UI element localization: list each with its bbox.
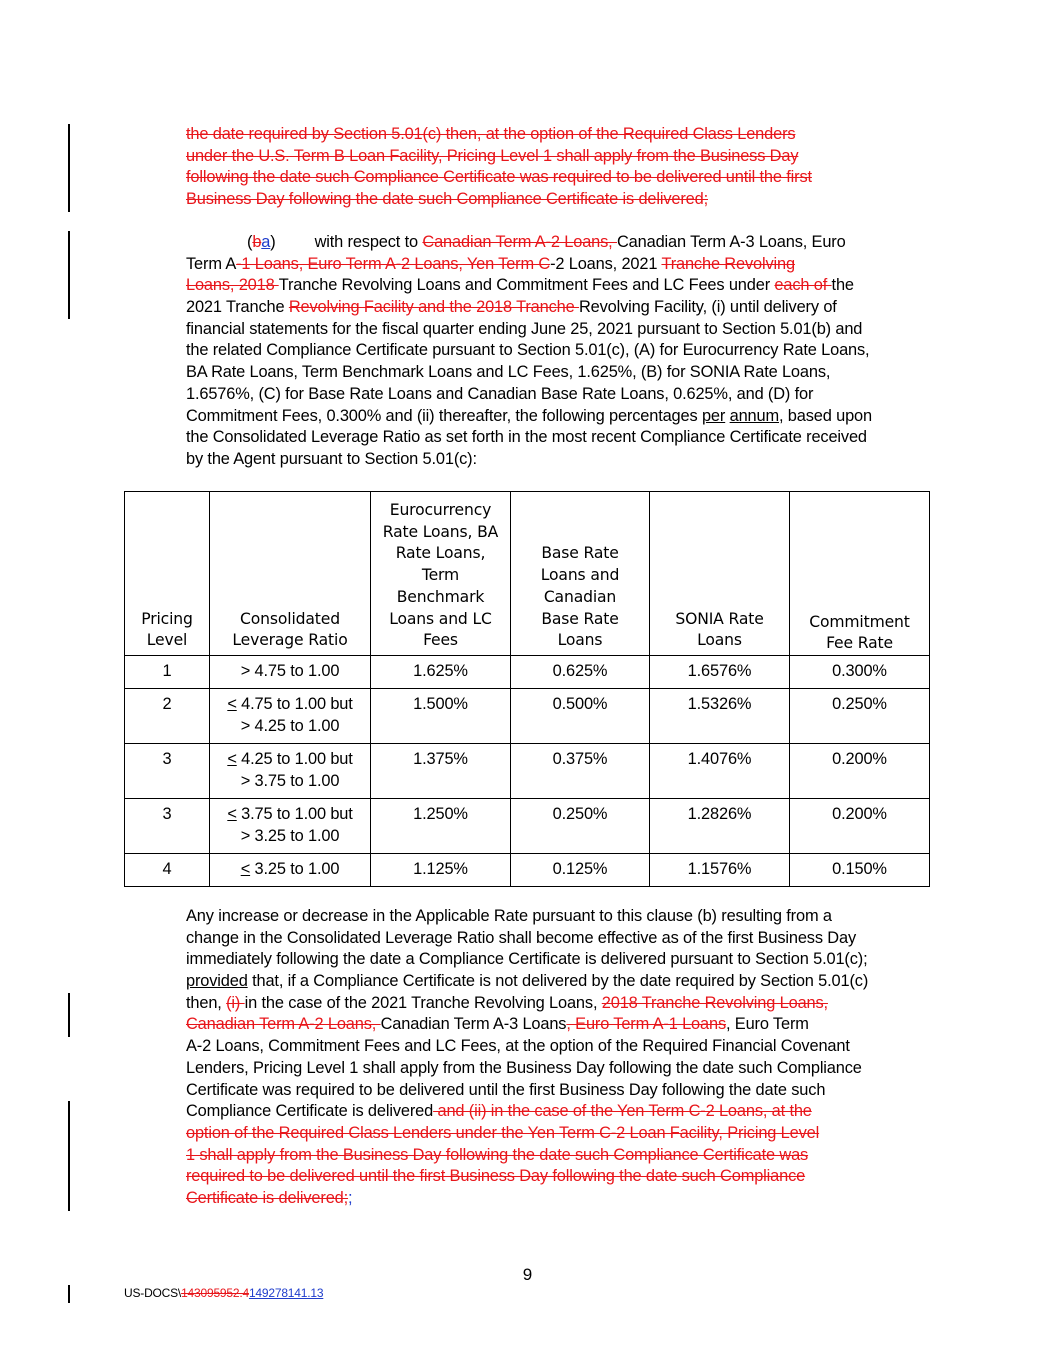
- leverage-ratio-cell: [210, 744, 371, 799]
- paragraph-line: Certificate was required to be delivered until the first Business Day following the date such: [186, 1080, 826, 1099]
- sonia-rate-cell: 1.2826%: [650, 799, 790, 854]
- leverage-ratio-cell: [210, 689, 371, 744]
- deleted-clause-block: [186, 124, 928, 211]
- paragraph-line: Compliance Certificate is delivered and (ii) in the case of the Yen Term C-2 Loans, at the: [186, 1102, 812, 1121]
- sonia-rate-cell: 1.5326%: [650, 689, 790, 744]
- clause-line: financial statements for the fiscal quarter ending June 25, 2021 pursuant to Section 5.01(b) and: [186, 319, 863, 338]
- table-row: [125, 854, 930, 887]
- commitment-fee-cell: 0.150%: [790, 854, 930, 887]
- header-consolidated-leverage-ratio: Consolidated Leverage Ratio: [210, 492, 371, 656]
- pricing-level-cell: 2: [125, 689, 210, 744]
- deleted-line: under the U.S. Term B Loan Facility, Pricing Level 1 shall apply from the Business Day: [186, 146, 799, 165]
- eurocurrency-rate-cell: 1.500%: [371, 689, 511, 744]
- base-rate-cell: 0.500%: [511, 689, 650, 744]
- paragraph-line: provided that, if a Compliance Certificate is not delivered by the date required by Section 5.01(c): [186, 972, 869, 991]
- clause-line: 1.6576%, (C) for Base Rate Loans and Canadian Base Rate Loans, 0.625%, and (D) for: [186, 384, 814, 403]
- change-bar: [68, 1101, 70, 1211]
- table-row: [125, 656, 930, 689]
- clause-line: 2021 Tranche Revolving Facility and the 2018 Tranche Revolving Facility, (i) until delivery of: [186, 298, 837, 317]
- change-bar: [68, 993, 70, 1037]
- inserted-doc-id: 149278141.13: [248, 1286, 324, 1300]
- document-id-footer: US-DOCS\143095952.4149278141.13: [124, 1286, 324, 1300]
- eurocurrency-rate-cell: 1.125%: [371, 854, 511, 887]
- header-commitment-fee-rate: Commitment Fee Rate: [790, 492, 930, 656]
- table-row: [125, 744, 930, 799]
- ratio-line: < 3.25 to 1.00: [240, 860, 340, 878]
- pricing-level-cell: 1: [125, 656, 210, 689]
- paragraph-line: Any increase or decrease in the Applicable Rate pursuant to this clause (b) resulting from a: [186, 907, 832, 925]
- pricing-grid-table: [124, 491, 930, 887]
- base-rate-cell: 0.250%: [511, 799, 650, 854]
- clause-line: Commitment Fees, 0.300% and (ii) thereafter, the following percentages per annum, based upon: [186, 406, 872, 425]
- table-row: [125, 689, 930, 744]
- deleted-line: the date required by Section 5.01(c) then, at the option of the Required Class Lenders: [186, 125, 796, 143]
- clause-b-paragraph: [186, 232, 928, 471]
- ratio-line: < 4.75 to 1.00 but: [227, 695, 353, 713]
- base-rate-cell: 0.625%: [511, 656, 650, 689]
- deleted-line: required to be delivered until the first Business Day following the date such Compliance: [186, 1167, 806, 1186]
- commitment-fee-cell: 0.250%: [790, 689, 930, 744]
- clause-line: (ba) with respect to Canadian Term A-2 Loans, Canadian Term A-3 Loans, Euro: [247, 233, 846, 251]
- base-rate-cell: 0.125%: [511, 854, 650, 887]
- ratio-line: > 4.75 to 1.00: [240, 662, 340, 680]
- pricing-level-cell: 3: [125, 744, 210, 799]
- clause-line: the related Compliance Certificate pursuant to Section 5.01(c), (A) for Eurocurrency Rate Loans,: [186, 341, 870, 360]
- page-number: 9: [522, 1265, 533, 1284]
- header-sonia-rate-loans: SONIA Rate Loans: [650, 492, 790, 656]
- table-header-row: [125, 492, 930, 656]
- paragraph-line: then, (i) in the case of the 2021 Tranche Revolving Loans, 2018 Tranche Revolving Loans,: [186, 993, 828, 1012]
- clause-line: by the Agent pursuant to Section 5.01(c):: [186, 449, 477, 468]
- pricing-level-cell: 3: [125, 799, 210, 854]
- deleted-line: Business Day following the date such Compliance Certificate is delivered;: [186, 190, 709, 209]
- paragraph-line: Certificate is delivered;;: [186, 1188, 353, 1207]
- applicable-rate-paragraph: [186, 906, 928, 1210]
- commitment-fee-cell: 0.200%: [790, 799, 930, 854]
- base-rate-cell: 0.375%: [511, 744, 650, 799]
- ratio-line: > 3.75 to 1.00: [240, 772, 340, 790]
- commitment-fee-cell: 0.200%: [790, 744, 930, 799]
- header-base-rate-loans: Base Rate Loans and Canadian Base Rate Loans: [511, 492, 650, 656]
- deleted-line: following the date such Compliance Certificate was required to be delivered until the first: [186, 168, 812, 187]
- clause-line: Loans, 2018 Tranche Revolving Loans and Commitment Fees and LC Fees under each of the: [186, 276, 854, 295]
- header-pricing-level: Pricing Level: [125, 492, 210, 656]
- paragraph-line: A-2 Loans, Commitment Fees and LC Fees, at the option of the Required Financial Covenant: [186, 1037, 850, 1056]
- table-row: [125, 799, 930, 854]
- commitment-fee-cell: 0.300%: [790, 656, 930, 689]
- ratio-line: > 3.25 to 1.00: [240, 827, 340, 845]
- paragraph-line: change in the Consolidated Leverage Ratio shall become effective as of the first Business Day: [186, 928, 856, 947]
- clause-line: Term A-1 Loans, Euro Term A-2 Loans, Yen Term C-2 Loans, 2021 Tranche Revolving: [186, 254, 795, 273]
- change-bar: [68, 124, 70, 212]
- paragraph-line: immediately following the date a Compliance Certificate is delivered pursuant to Section 5.01(c);: [186, 950, 868, 969]
- header-eurocurrency-rate-loans: Eurocurrency Rate Loans, BA Rate Loans, Term Benchmark Loans and LC Fees: [371, 492, 511, 656]
- leverage-ratio-cell: [210, 656, 371, 689]
- paragraph-line: Lenders, Pricing Level 1 shall apply from the Business Day following the date such Compliance: [186, 1058, 862, 1077]
- deleted-line: 1 shall apply from the Business Day following the date such Compliance Certificate was: [186, 1145, 809, 1164]
- ratio-line: > 4.25 to 1.00: [240, 717, 340, 735]
- eurocurrency-rate-cell: 1.625%: [371, 656, 511, 689]
- eurocurrency-rate-cell: 1.250%: [371, 799, 511, 854]
- eurocurrency-rate-cell: 1.375%: [371, 744, 511, 799]
- ratio-line: < 3.75 to 1.00 but: [227, 805, 353, 823]
- ratio-line: < 4.25 to 1.00 but: [227, 750, 353, 768]
- sonia-rate-cell: 1.1576%: [650, 854, 790, 887]
- leverage-ratio-cell: [210, 799, 371, 854]
- paragraph-line: Canadian Term A-2 Loans, Canadian Term A-3 Loans, Euro Term A-1 Loans, Euro Term: [186, 1015, 809, 1034]
- pricing-level-cell: 4: [125, 854, 210, 887]
- clause-label: (ba): [247, 233, 276, 251]
- sonia-rate-cell: 1.4076%: [650, 744, 790, 799]
- sonia-rate-cell: 1.6576%: [650, 656, 790, 689]
- deleted-doc-id: 143095952.4: [181, 1286, 249, 1300]
- change-bar: [68, 1285, 70, 1303]
- change-bar: [68, 231, 70, 319]
- clause-line: the Consolidated Leverage Ratio as set forth in the most recent Compliance Certificate received: [186, 428, 867, 447]
- leverage-ratio-cell: [210, 854, 371, 887]
- clause-line: BA Rate Loans, Term Benchmark Loans and LC Fees, 1.625%, (B) for SONIA Rate Loans,: [186, 363, 831, 382]
- deleted-line: option of the Required Class Lenders under the Yen Term C-2 Loan Facility, Pricing Level: [186, 1123, 820, 1142]
